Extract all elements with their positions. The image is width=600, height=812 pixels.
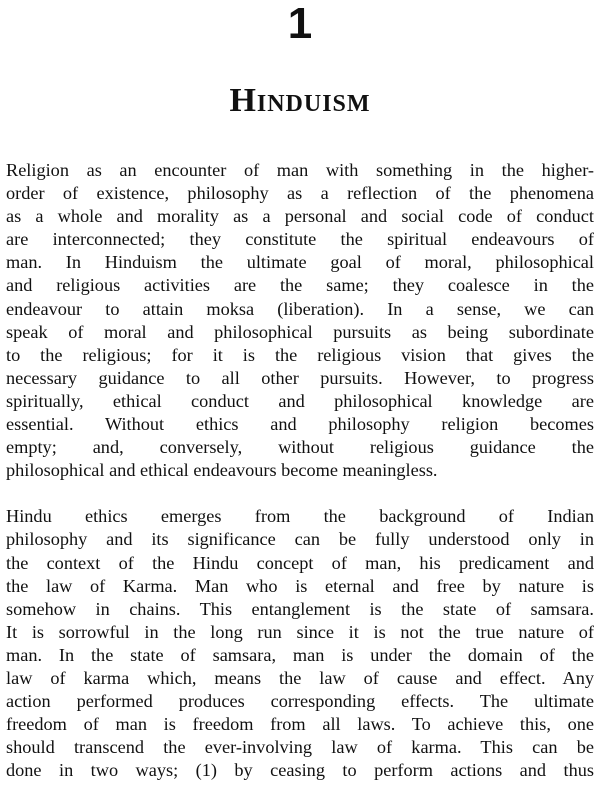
chapter-title: Hinduism: [229, 82, 371, 119]
text-line: philosophy and its significance can be fully understood only in: [6, 529, 594, 550]
text-line: It is sorrowful in the long run since it is not the true nature of: [6, 621, 594, 642]
text-line: endeavour to attain moksa (liberation). In a sense, we can: [6, 298, 594, 319]
text-line: necessary guidance to all other pursuits. However, to progress: [6, 367, 594, 388]
text-line: as a whole and morality as a personal and social code of conduct: [6, 206, 594, 227]
text-line: Religion as an encounter of man with something in the higher-: [6, 160, 594, 180]
text-line: are interconnected; they constitute the spiritual endeavours of: [6, 229, 594, 250]
text-line: man. In Hinduism the ultimate goal of moral, philosophical: [6, 252, 594, 273]
paragraph-1: [6, 159, 594, 482]
text-line: man. In the state of samsara, man is under the domain of the: [6, 644, 594, 665]
text-line: somehow in chains. This entanglement is the state of samsara.: [6, 598, 594, 619]
text-line: action performed produces corresponding effects. The ultimate: [6, 691, 594, 712]
text-line: to the religious; for it is the religious vision that gives the: [6, 344, 594, 365]
text-line: empty; and, conversely, without religious guidance the: [6, 437, 594, 458]
chapter-number: 1: [287, 0, 313, 48]
text-line: and religious activities are the same; they coalesce in the: [6, 275, 594, 296]
paragraph-gap: [6, 482, 594, 505]
text-line: done in two ways; (1) by ceasing to perform actions and thus: [6, 760, 594, 781]
text-line: the law of Karma. Man who is eternal and free by nature is: [6, 575, 594, 596]
text-line: speak of moral and philosophical pursuits as being subordinate: [6, 321, 594, 342]
text-line: spiritually, ethical conduct and philosophical knowledge are: [6, 390, 594, 411]
text-line: essential. Without ethics and philosophy religion becomes: [6, 414, 594, 435]
text-line: law of karma which, means the law of cause and effect. Any: [6, 667, 594, 688]
paragraph-2: [6, 505, 594, 782]
text-line: should transcend the ever-involving law of karma. This can be: [6, 737, 594, 758]
text-line: Hindu ethics emerges from the background of Indian: [6, 506, 594, 527]
body-text: [6, 159, 594, 782]
text-line: the context of the Hindu concept of man, his predicament and: [6, 552, 594, 573]
text-line: order of existence, philosophy as a reflection of the phenomena: [6, 183, 594, 204]
text-line: freedom of man is freedom from all laws. To achieve this, one: [6, 714, 594, 735]
text-line: philosophical and ethical endeavours become meaningless.: [6, 460, 438, 481]
